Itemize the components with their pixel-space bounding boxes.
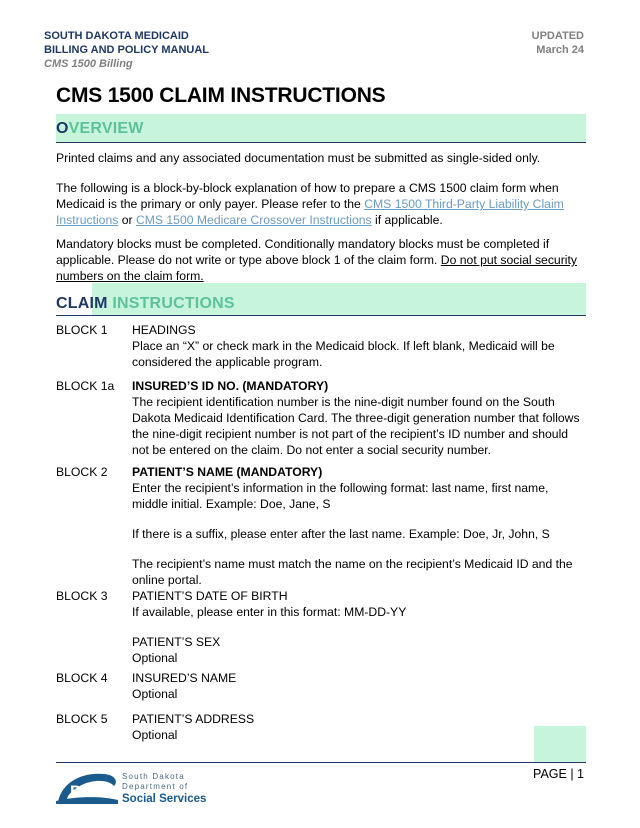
claim-heading-rest: INSTRUCTIONS [107, 295, 235, 312]
p2-text-c: if applicable. [371, 213, 443, 227]
block-heading: INSURED’S NAME [132, 671, 237, 685]
claim-divider [56, 315, 586, 316]
block-heading: HEADINGS [132, 323, 196, 337]
block-description: The recipient identification number is the nine-digit number found on the South Dakota Medicaid Identification Card. The three-digit generation number that follows the nine-digit recipient number is not part of the recipient’s ID number and should not be entered on the claim. Do not enter a social security number. [132, 395, 580, 457]
block-heading: PATIENT’S DATE OF BIRTH [132, 589, 288, 603]
header-manual: BILLING AND POLICY MANUAL [44, 44, 209, 56]
agency-line-1: South Dakota [122, 772, 185, 781]
footer-accent-box [534, 726, 586, 762]
footer-divider [56, 762, 586, 763]
block-number: BLOCK 4 [56, 671, 108, 685]
claim-heading-initial: C [56, 295, 68, 312]
header-subject: CMS 1500 Billing [44, 58, 133, 70]
p2-text-a: The following is a block-by-block explanation of how to prepare a CMS 1500 claim form when Medicaid is the primary or only payer. Please refer to the [56, 181, 559, 211]
ssn-warning: Do not put social security numbers on the claim form. [56, 253, 577, 283]
page-title: CMS 1500 CLAIM INSTRUCTIONS [56, 84, 386, 107]
block-heading: PATIENT’S NAME (MANDATORY) [132, 465, 323, 479]
overview-paragraph-1: Printed claims and any associated documentation must be submitted as single-sided only. [56, 151, 541, 165]
block-description: Optional [132, 728, 178, 742]
header-org: SOUTH DAKOTA MEDICAID [44, 30, 189, 42]
block-number: BLOCK 1a [56, 379, 115, 393]
block-number: BLOCK 3 [56, 589, 108, 603]
block-heading: PATIENT’S ADDRESS [132, 712, 255, 726]
dss-logo-mark [56, 770, 118, 804]
overview-divider [56, 142, 586, 143]
block-2 [56, 464, 586, 588]
block-description: If available, please enter in this format: MM-DD-YY [132, 605, 407, 619]
overview-heading [56, 120, 144, 138]
block-suffix-note: If there is a suffix, please enter after the last name. Example: Doe, Jr, John, S [132, 527, 550, 541]
claim-heading-mid: LAIM [67, 295, 108, 312]
dss-logo [56, 770, 216, 806]
block-1a [56, 378, 586, 458]
block-4 [56, 670, 586, 702]
block-number: BLOCK 1 [56, 323, 108, 337]
p2-text-b: or [118, 213, 136, 227]
block-number: BLOCK 5 [56, 712, 108, 726]
block-sub-heading: PATIENT’S SEX [132, 635, 221, 649]
block-name-match-note: The recipient’s name must match the name on the recipient’s Medicaid ID and the online portal. [132, 557, 573, 587]
block-5 [56, 711, 586, 743]
block-description: Place an “X” or check mark in the Medicaid block. If left blank, Medicaid will be considered the applicable program. [132, 339, 555, 369]
page-number: PAGE | 1 [533, 767, 584, 781]
overview-heading-rest: VERVIEW [68, 120, 144, 137]
overview-heading-initial: O [56, 120, 69, 137]
claim-instructions-heading [56, 295, 235, 313]
p3-text: Mandatory blocks must be completed. Conditionally mandatory blocks must be completed if applicable. Please do not write or type above block 1 of the claim form. [56, 237, 550, 267]
overview-paragraph-3 [56, 236, 586, 284]
overview-paragraph-2 [56, 180, 586, 228]
updated-label: UPDATED [531, 30, 584, 42]
agency-line-3: Social Services [122, 793, 207, 805]
block-1 [56, 322, 586, 370]
header-updated [532, 29, 584, 57]
block-heading: INSURED’S ID NO. (MANDATORY) [132, 379, 329, 393]
medicare-crossover-link[interactable]: CMS 1500 Medicare Crossover Instructions [135, 213, 372, 227]
document-header [44, 29, 209, 71]
tpl-instructions-link[interactable]: CMS 1500 Third-Party Liability Claim Instructions [56, 197, 564, 227]
logo-mark-text: DSS [70, 782, 105, 801]
block-description: Enter the recipient’s information in the following format: last name, first name, middle initial. Example: Doe, Jane, S [132, 481, 549, 511]
block-3 [56, 588, 586, 666]
agency-name [122, 772, 206, 804]
block-sub-description: Optional [132, 651, 178, 665]
block-description: Optional [132, 687, 178, 701]
block-number: BLOCK 2 [56, 465, 108, 479]
updated-date: March 24 [536, 44, 584, 56]
agency-line-2: Department of [122, 782, 189, 791]
